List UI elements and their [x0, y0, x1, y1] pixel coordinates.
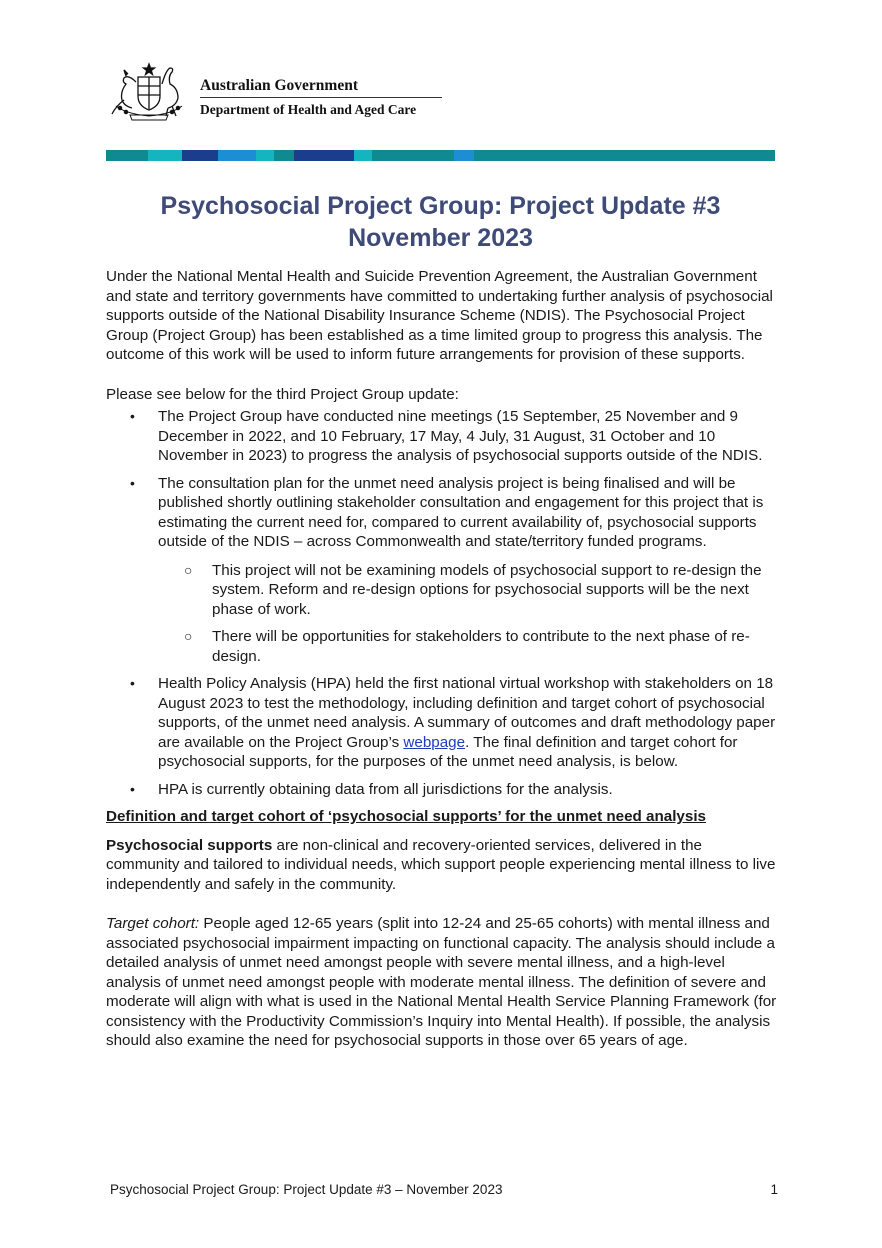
department-name: Department of Health and Aged Care	[200, 102, 417, 117]
footer-text: Psychosocial Project Group: Project Update #3 – November 2023	[110, 1182, 503, 1197]
sub-bullet-marker: ○	[184, 561, 193, 578]
list-item-text-part: . The final definition and target cohort for psychosocial supports, for the purposes of the unmet need analysis, is below.	[158, 733, 738, 770]
coat-of-arms-icon	[106, 62, 192, 124]
color-bar-segment	[274, 150, 294, 161]
color-bar-segment	[106, 150, 148, 161]
color-bar-segment	[372, 150, 454, 161]
webpage-link[interactable]: webpage	[403, 733, 466, 751]
sub-list-item-text: There will be opportunities for stakeholders to contribute to the next phase of re-design.	[212, 628, 750, 665]
color-bar-segment	[218, 150, 256, 161]
color-bar-segment	[148, 150, 182, 161]
update-lead: Please see below for the third Project Group update:	[106, 385, 459, 403]
sub-list	[158, 561, 778, 667]
intro-paragraph: Under the National Mental Health and Suicide Prevention Agreement, the Australian Government and state and territory governments have committed to undertaking further analysis of psychosocial supports outside of the National Disability Insurance Scheme (NDIS). The Psychosocial Project Group (Project Group) has been established as a time limited group to progress this analysis. The outcome of this work will be used to inform future arrangements for provision of these supports.	[106, 268, 773, 363]
color-bar-segment	[454, 150, 474, 161]
list-item	[106, 780, 778, 800]
definition-text: are non-clinical and recovery-oriented services, delivered in the community and tailored to individual needs, which support people experiencing mental illness to live independently and safely in the community.	[106, 836, 776, 893]
government-identifier	[200, 76, 442, 119]
identifier-divider	[200, 97, 442, 98]
bullet-marker: •	[130, 675, 135, 691]
color-bar-segment	[474, 150, 775, 161]
bullet-marker: •	[130, 780, 135, 797]
target-cohort-label: Target cohort:	[106, 915, 200, 932]
color-bar-segment	[294, 150, 354, 161]
document-body	[106, 267, 778, 1051]
sub-list-item	[158, 561, 778, 620]
sub-list-item-text: This project will not be examining models of psychosocial support to re-design the system. Reform and re-design options for psychosocial supports will be the next phase of work.	[212, 561, 762, 618]
list-item-text: HPA is currently obtaining data from all jurisdictions for the analysis.	[158, 780, 613, 798]
header-color-bar	[106, 150, 775, 161]
list-item-text-part: Health Policy Analysis (HPA) held the first national virtual workshop with stakeholders on 18 August 2023 to test the methodology, including definition and target cohort of psychosocial supports, of the unmet need analysis. A summary of outcomes and draft methodology paper are available on the Project Group’s	[158, 675, 776, 751]
title-line-1: Psychosocial Project Group: Project Update #3	[160, 192, 721, 220]
list-item-text	[158, 675, 775, 770]
bullet-marker: •	[130, 474, 135, 491]
color-bar-segment	[256, 150, 274, 161]
color-bar-segment	[354, 150, 372, 161]
government-name: Australian Government	[200, 77, 359, 94]
list-item	[106, 474, 778, 667]
sub-list-item	[158, 627, 778, 666]
list-item-text: The consultation plan for the unmet need analysis project is being finalised and will be published shortly outlining stakeholder consultation and engagement for this project that is estimating the current need for, compared to current availability of, psychosocial supports outside of the NDIS – across Commonwealth and state/territory funded programs.	[158, 474, 764, 550]
title-line-2: November 2023	[348, 224, 533, 252]
target-cohort-text: People aged 12-65 years (split into 12-24 and 25-65 cohorts) with mental illness and associated psychosocial impairment impacting on functional capacity. The analysis should include a detailed analysis of unmet need amongst people with severe mental illness, and a high-level analysis of unmet need amongst people with moderate mental illness. The definition of severe and moderate will align with what is used in the National Mental Health Service Planning Framework (for consistency with the Productivity Commission’s Inquiry into Mental Health). If possible, the analysis should also examine the need for psychosocial supports in those over 65 years of age.	[106, 915, 777, 1049]
section-heading: Definition and target cohort of ‘psychosocial supports’ for the unmet need analysis	[106, 808, 706, 825]
definition-paragraph	[106, 836, 778, 895]
target-cohort-paragraph	[106, 914, 778, 1051]
bullet-marker: •	[130, 408, 135, 424]
page-number: 1	[770, 1182, 778, 1197]
page-title	[106, 190, 775, 254]
sub-bullet-marker: ○	[184, 628, 193, 644]
list-item	[106, 674, 778, 772]
color-bar-segment	[182, 150, 218, 161]
update-list	[106, 407, 778, 799]
definition-term: Psychosocial supports	[106, 836, 273, 854]
list-item	[106, 407, 778, 466]
list-item-text: The Project Group have conducted nine meetings (15 September, 25 November and 9 December in 2022, and 10 February, 17 May, 4 July, 31 August, 31 October and 10 November in 2023) to progress the analysis of psychosocial supports outside of the NDIS.	[158, 408, 763, 464]
